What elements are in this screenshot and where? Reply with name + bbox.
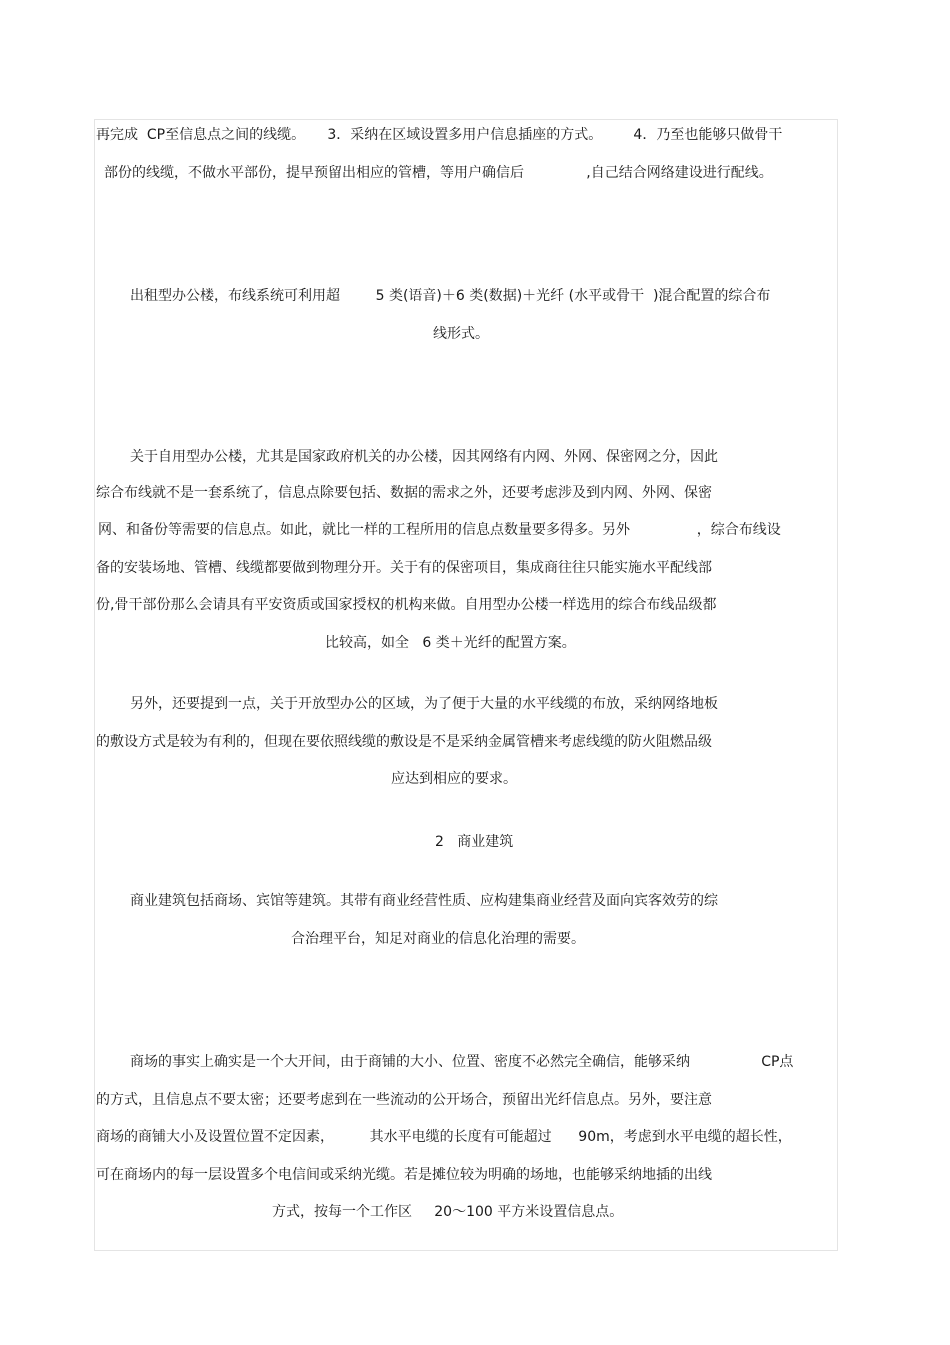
text-line: 另外，还要提到一点，关于开放型办公的区域，为了便于大量的水平线缆的布放，采纳网络地板	[130, 696, 718, 712]
section-heading: 2 商业建筑	[435, 834, 514, 850]
text-line: 网、和备份等需要的信息点。如此，就比一样的工程所用的信息点数量要多得多。另外 ，综合布线设	[98, 522, 781, 538]
text-line: 应达到相应的要求。	[391, 771, 517, 787]
text-line: 比较高，如全 6 类＋光纤的配置方案。	[325, 635, 576, 651]
text-line: 商场的事实上确实是一个大开间，由于商铺的大小、位置、密度不必然完全确信，能够采纳 CP点	[130, 1054, 794, 1070]
text-line: 线形式。	[433, 326, 489, 342]
text-line: 的方式，且信息点不要太密；还要考虑到在一些流动的公开场合，预留出光纤信息点。另外，要注意	[96, 1092, 712, 1108]
text-line: 商业建筑包括商场、宾馆等建筑。其带有商业经营性质、应构建集商业经营及面向宾客效劳的综	[130, 893, 718, 909]
text-line: 备的安装场地、管槽、线缆都要做到物理分开。关于有的保密项目，集成商往往只能实施水平配线部	[96, 560, 712, 576]
text-line: 综合布线就不是一套系统了，信息点除要包括、数据的需求之外，还要考虑涉及到内网、外网、保密	[96, 485, 712, 501]
text-line: 关于自用型办公楼，尤其是国家政府机关的办公楼，因其网络有内网、外网、保密网之分，因此	[130, 449, 718, 465]
text-line: 可在商场内的每一层设置多个电信间或采纳光缆。若是摊位较为明确的场地，也能够采纳地插的出线	[96, 1167, 712, 1183]
text-line: 再完成 CP至信息点之间的线缆。 3．采纳在区域设置多用户信息插座的方式。 4．乃至也能够只做骨干	[96, 127, 783, 143]
text-line: 合治理平台，知足对商业的信息化治理的需要。	[291, 931, 585, 947]
text-line: 方式，按每一个工作区 20～100 平方米设置信息点。	[272, 1204, 624, 1220]
text-line: 出租型办公楼，布线系统可利用超 5 类(语音)＋6 类(数据)＋光纤 (水平或骨干 )混合配置的综合布	[130, 288, 771, 304]
text-line: 的敷设方式是较为有利的，但现在要依照线缆的敷设是不是采纳金属管槽来考虑线缆的防火阻燃品级	[96, 734, 712, 750]
text-line: 部份的线缆，不做水平部份，提早预留出相应的管槽，等用户确信后 ,自己结合网络建设进行配线。	[104, 165, 773, 181]
text-line: 份,骨干部份那么会请具有平安资质或国家授权的机构来做。自用型办公楼一样选用的综合布线品级都	[96, 597, 717, 613]
text-line: 商场的商铺大小及设置位置不定因素， 其水平电缆的长度有可能超过 90m，考虑到水平电缆的超长性，	[96, 1129, 792, 1145]
